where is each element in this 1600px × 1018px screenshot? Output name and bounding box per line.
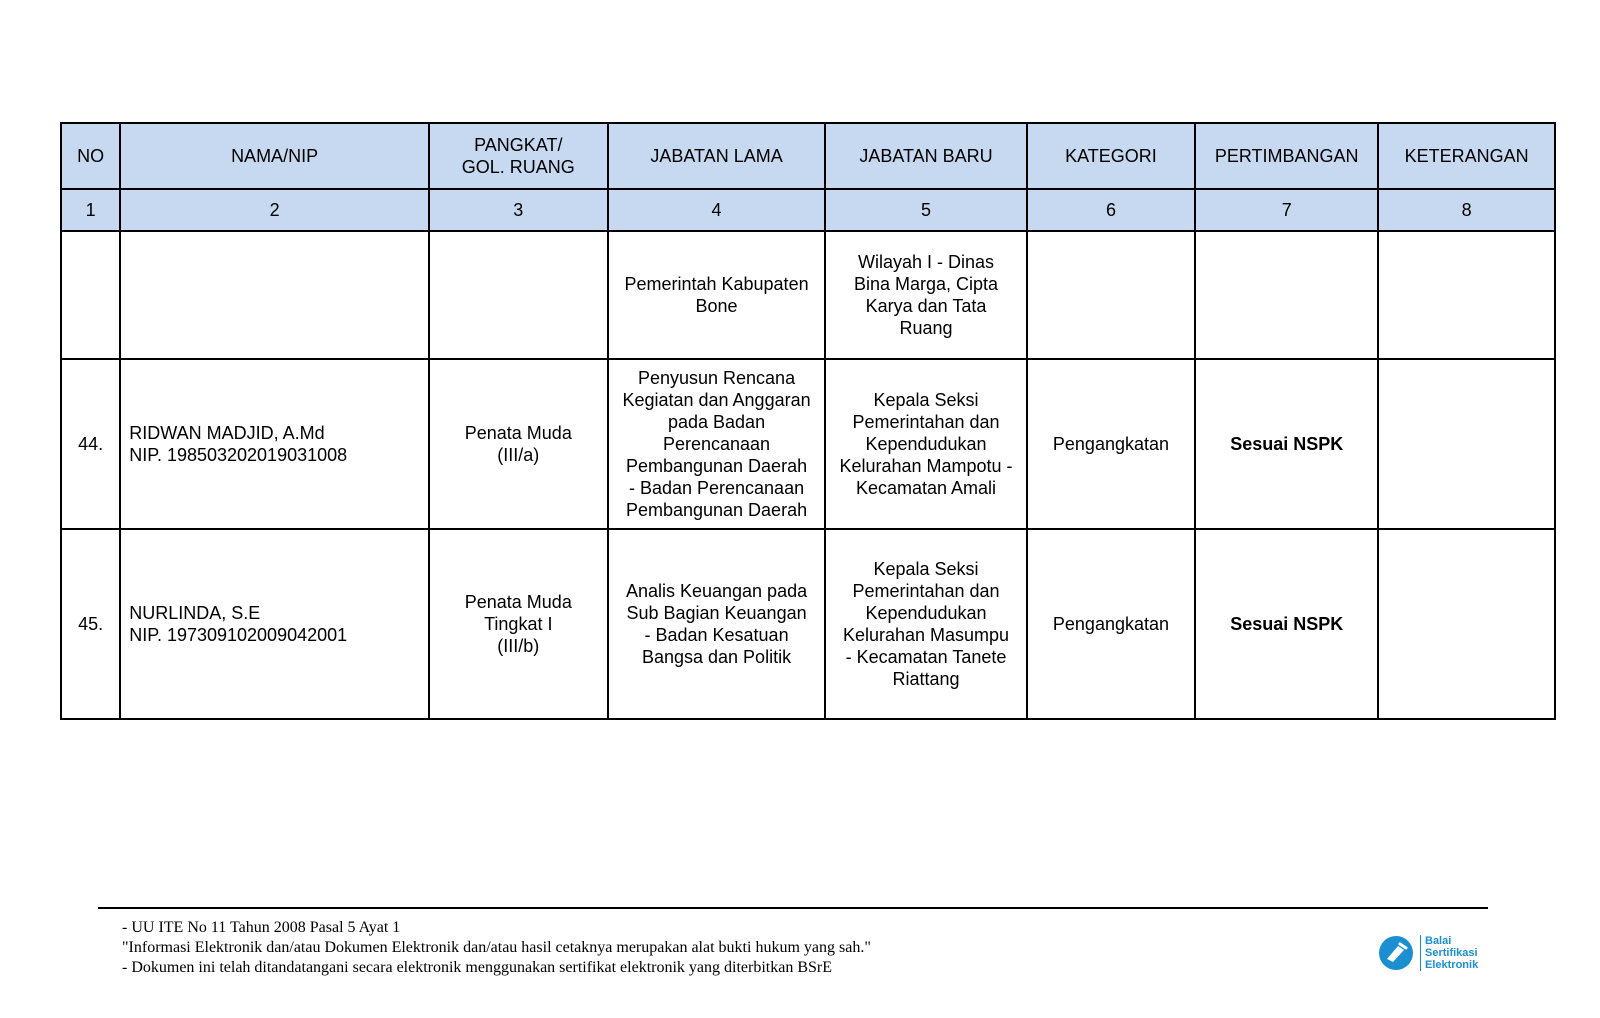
new-position-line: Kepala Seksi: [873, 559, 979, 579]
consideration: Sesuai NSPK: [1195, 359, 1378, 529]
category: [1027, 231, 1196, 359]
row-number: 44.: [61, 359, 120, 529]
new-position-line: Pemerintahan dan: [852, 412, 1000, 432]
old-position-line: Pembangunan Daerah: [625, 500, 808, 520]
column-number: 2: [120, 189, 429, 231]
footer-line: - UU ITE No 11 Tahun 2008 Pasal 5 Ayat 1: [122, 919, 401, 936]
column-number: 4: [608, 189, 826, 231]
old-position: [608, 529, 826, 719]
mutation-table: [60, 122, 1556, 720]
column-number: 6: [1027, 189, 1196, 231]
employee-name-nip: [120, 231, 429, 359]
header-pertimbangan: PERTIMBANGAN: [1195, 123, 1378, 189]
new-position-line: Karya dan Tata: [865, 296, 987, 316]
new-position-line: Riattang: [892, 669, 960, 689]
bsre-logo-line: Balai: [1425, 935, 1452, 947]
new-position-line: - Kecamatan Tanete: [845, 647, 1007, 667]
new-position-line: Pemerintahan dan: [852, 581, 1000, 601]
table-row: [61, 231, 1555, 359]
column-number: 3: [429, 189, 608, 231]
header-jabatan-baru: JABATAN BARU: [825, 123, 1026, 189]
footer-divider: [98, 907, 1488, 909]
header-pangkat-line: GOL. RUANG: [461, 157, 575, 177]
rank-grade-line: (III/a): [497, 445, 540, 465]
new-position-line: Kelurahan Mampotu -: [839, 456, 1013, 476]
header-kategori: KATEGORI: [1027, 123, 1196, 189]
employee-name-nip-line: RIDWAN MADJID, A.Md: [129, 423, 325, 443]
footer-line: "Informasi Elektronik dan/atau Dokumen Elektronik dan/atau hasil cetaknya merupakan alat bukti hukum yang sah.": [122, 939, 871, 956]
column-number: 7: [1195, 189, 1378, 231]
header-pangkat: [429, 123, 608, 189]
table-row: [61, 359, 1555, 529]
old-position-line: Pembangunan Daerah: [625, 456, 808, 476]
old-position-line: Bone: [695, 296, 738, 316]
header-jabatan-lama: JABATAN LAMA: [608, 123, 826, 189]
header-row: [61, 123, 1555, 189]
new-position-line: Wilayah I - Dinas: [857, 252, 995, 272]
employee-name-nip-line: NIP. 198503202019031008: [129, 445, 348, 465]
rank-grade: [429, 359, 608, 529]
old-position-line: Pemerintah Kabupaten: [624, 274, 809, 294]
employee-name-nip-line: NURLINDA, S.E: [129, 603, 261, 623]
old-position-line: Sub Bagian Keuangan: [626, 603, 807, 623]
header-keterangan: KETERANGAN: [1378, 123, 1555, 189]
employee-name-nip: [120, 359, 429, 529]
new-position-line: Kepala Seksi: [873, 390, 979, 410]
new-position-line: Ruang: [899, 318, 953, 338]
header-nama-nip: NAMA/NIP: [120, 123, 429, 189]
old-position-line: Bangsa dan Politik: [641, 647, 792, 667]
remarks: [1378, 529, 1555, 719]
consideration: Sesuai NSPK: [1195, 529, 1378, 719]
column-number-row: [61, 189, 1555, 231]
old-position-line: Perencanaan: [662, 434, 771, 454]
consideration: [1195, 231, 1378, 359]
old-position-line: Penyusun Rencana: [637, 368, 796, 388]
table-row: [61, 529, 1555, 719]
remarks: [1378, 231, 1555, 359]
new-position-line: Kependudukan: [865, 603, 987, 623]
header-no: NO: [61, 123, 120, 189]
bsre-logo-line: Sertifikasi: [1425, 947, 1478, 959]
bsre-logo-icon: [1378, 935, 1414, 971]
old-position: [608, 231, 826, 359]
bsre-logo-line: Elektronik: [1425, 959, 1479, 971]
new-position: [825, 359, 1026, 529]
rank-grade: [429, 231, 608, 359]
employee-name-nip-line: NIP. 197309102009042001: [129, 625, 348, 645]
new-position-line: Kecamatan Amali: [855, 478, 997, 498]
column-number: 5: [825, 189, 1026, 231]
new-position-line: Kelurahan Masumpu: [842, 625, 1010, 645]
rank-grade-line: Penata Muda: [464, 423, 572, 443]
header-pangkat-line: PANGKAT/: [474, 135, 563, 155]
new-position: [825, 231, 1026, 359]
row-number: [61, 231, 120, 359]
old-position-line: - Badan Kesatuan: [644, 625, 789, 645]
rank-grade-line: Tingkat I: [484, 614, 553, 634]
old-position-line: Analis Keuangan pada: [625, 581, 808, 601]
rank-grade-line: Penata Muda: [464, 592, 572, 612]
new-position-line: Bina Marga, Cipta: [853, 274, 999, 294]
column-number: 8: [1378, 189, 1555, 231]
column-number: 1: [61, 189, 120, 231]
category: Pengangkatan: [1027, 529, 1196, 719]
footer-notice: [122, 918, 871, 978]
new-position: [825, 529, 1026, 719]
rank-grade: [429, 529, 608, 719]
old-position: [608, 359, 826, 529]
old-position-line: pada Badan: [667, 412, 766, 432]
old-position-line: Kegiatan dan Anggaran: [622, 390, 811, 410]
employee-name-nip: [120, 529, 429, 719]
old-position-line: - Badan Perencanaan: [628, 478, 805, 498]
row-number: 45.: [61, 529, 120, 719]
table-body: [61, 231, 1555, 719]
bsre-logo: [1378, 935, 1478, 975]
bsre-logo-text: [1420, 935, 1478, 971]
new-position-line: Kependudukan: [865, 434, 987, 454]
remarks: [1378, 359, 1555, 529]
rank-grade-line: (III/b): [497, 636, 540, 656]
footer-line: - Dokumen ini telah ditandatangani secara elektronik menggunakan sertifikat elektronik yang diterbitkan BSrE: [122, 959, 832, 976]
category: Pengangkatan: [1027, 359, 1196, 529]
